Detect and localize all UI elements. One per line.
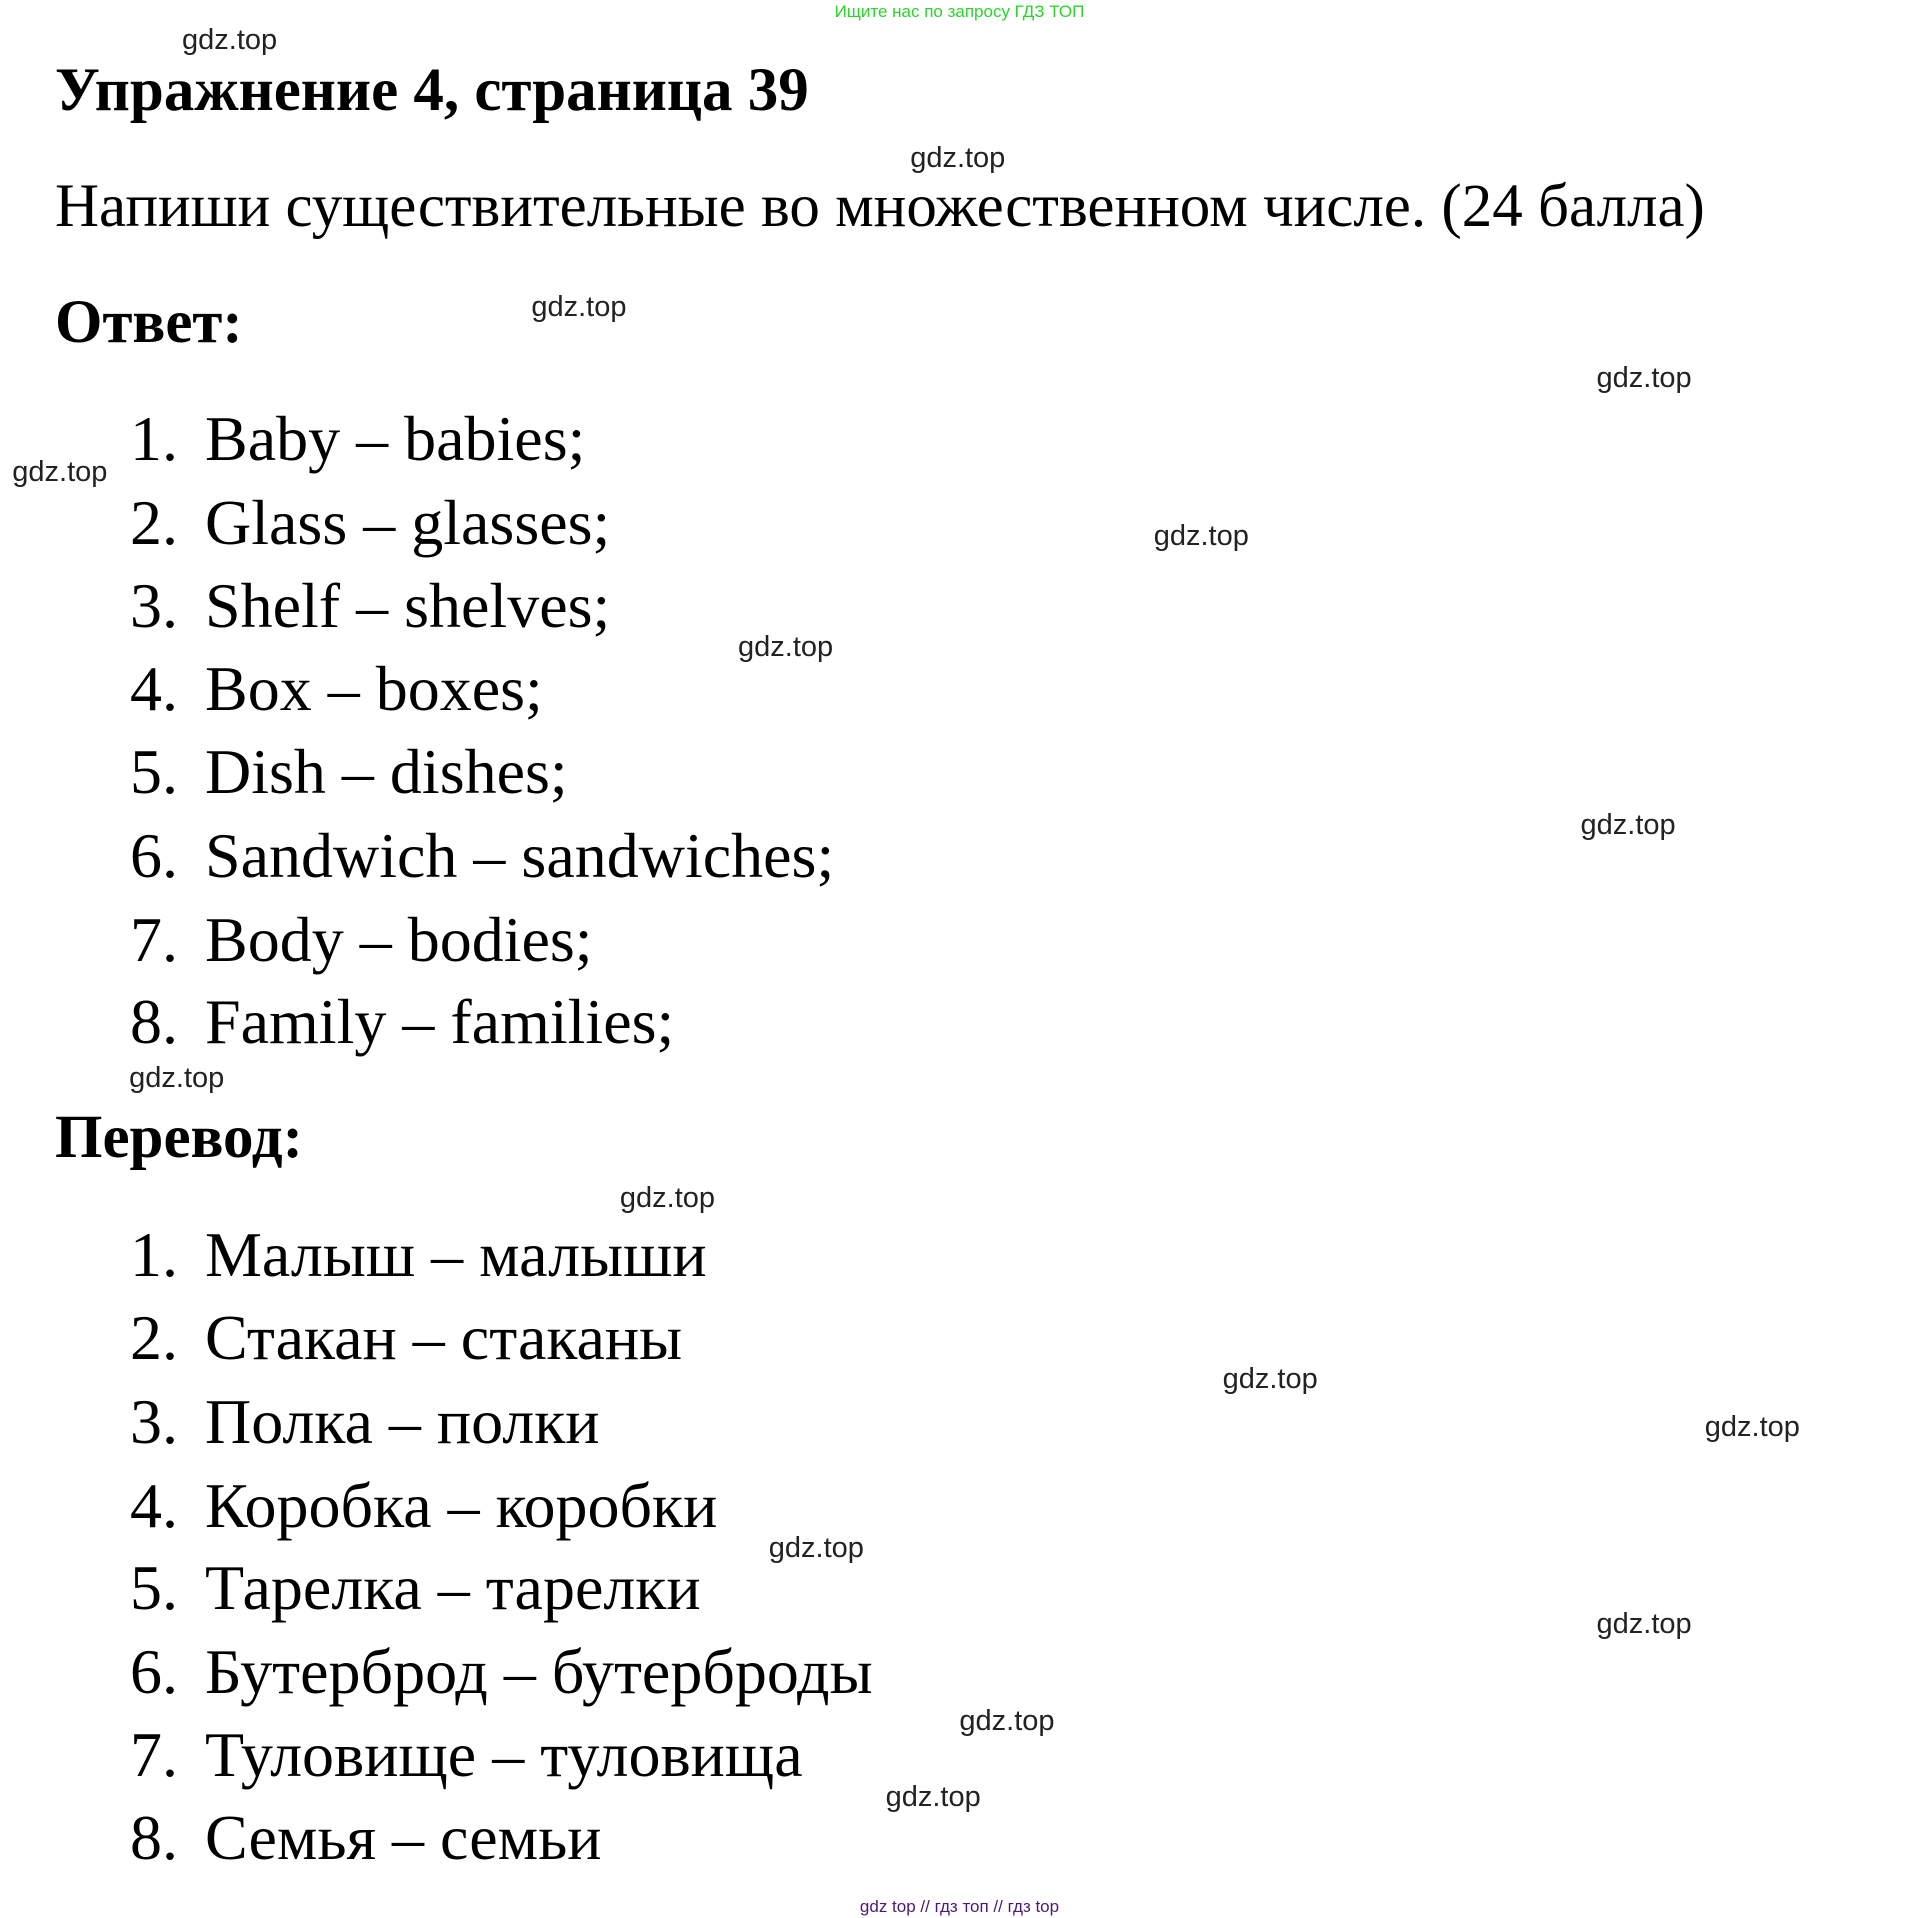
translation-number: 6. — [130, 1636, 178, 1707]
watermark-text: gdz.top — [129, 1061, 225, 1094]
translation-number: 3. — [130, 1386, 178, 1457]
watermark-text: gdz.top — [910, 141, 1006, 174]
watermark-text: gdz.top — [1596, 362, 1692, 395]
translation-number: 8. — [130, 1802, 178, 1873]
answer-number: 1. — [130, 403, 178, 474]
translation-item: Стакан – стаканы — [205, 1302, 683, 1373]
answer-item: Body – bodies; — [205, 904, 593, 975]
translation-heading: Перевод: — [55, 1104, 303, 1171]
translation-number: 7. — [130, 1719, 178, 1790]
answer-item: Baby – babies; — [205, 403, 586, 474]
answer-number: 8. — [130, 986, 178, 1057]
translation-number: 1. — [130, 1219, 178, 1290]
answer-item: Sandwich – sandwiches; — [205, 820, 835, 891]
watermark-text: gdz.top — [12, 455, 108, 488]
answer-item: Dish – dishes; — [205, 736, 568, 807]
task-text: Напиши существительные во множественном числе. (24 балла) — [55, 173, 1705, 240]
answer-heading: Ответ: — [55, 289, 243, 356]
watermark-text: gdz.top — [885, 1781, 981, 1814]
translation-item: Полка – полки — [205, 1386, 600, 1457]
answer-item: Box – boxes; — [205, 653, 543, 724]
translation-item: Туловище – туловища — [205, 1719, 803, 1790]
watermark-text: gdz.top — [1580, 808, 1676, 841]
watermark-text: gdz.top — [768, 1531, 864, 1564]
translation-item: Малыш – малыши — [205, 1219, 707, 1290]
translation-item: Бутерброд – бутерброды — [205, 1636, 873, 1707]
translation-item: Семья – семьи — [205, 1802, 602, 1873]
page-title: Упражнение 4, страница 39 — [55, 57, 809, 124]
answer-item: Family – families; — [205, 986, 675, 1057]
search-banner[interactable]: Ищите нас по запросу ГДЗ ТОП — [834, 2, 1085, 21]
answer-number: 4. — [130, 653, 178, 724]
answer-number: 5. — [130, 736, 178, 807]
watermark-text: gdz.top — [531, 290, 627, 323]
answer-number: 7. — [130, 904, 178, 975]
watermark-text: gdz.top — [959, 1705, 1055, 1738]
watermark-text: gdz.top — [182, 23, 278, 56]
watermark-text: gdz.top — [1704, 1411, 1800, 1444]
answer-item: Glass – glasses; — [205, 487, 611, 558]
answer-number: 6. — [130, 820, 178, 891]
watermark-text: gdz.top — [738, 631, 834, 664]
watermark-text: gdz.top — [1153, 519, 1249, 552]
answer-item: Shelf – shelves; — [205, 570, 611, 641]
answer-number: 2. — [130, 487, 178, 558]
translation-number: 5. — [130, 1552, 178, 1623]
translation-number: 2. — [130, 1302, 178, 1373]
watermark-text: gdz.top — [1596, 1608, 1692, 1641]
watermark-text: gdz.top — [619, 1182, 716, 1215]
answer-number: 3. — [130, 570, 178, 641]
translation-item: Тарелка – тарелки — [205, 1552, 701, 1623]
footer-links[interactable]: gdz top // гдз топ // гдз top — [859, 1897, 1060, 1916]
translation-number: 4. — [130, 1470, 178, 1541]
translation-item: Коробка – коробки — [205, 1470, 718, 1541]
watermark-text: gdz.top — [1222, 1363, 1318, 1396]
